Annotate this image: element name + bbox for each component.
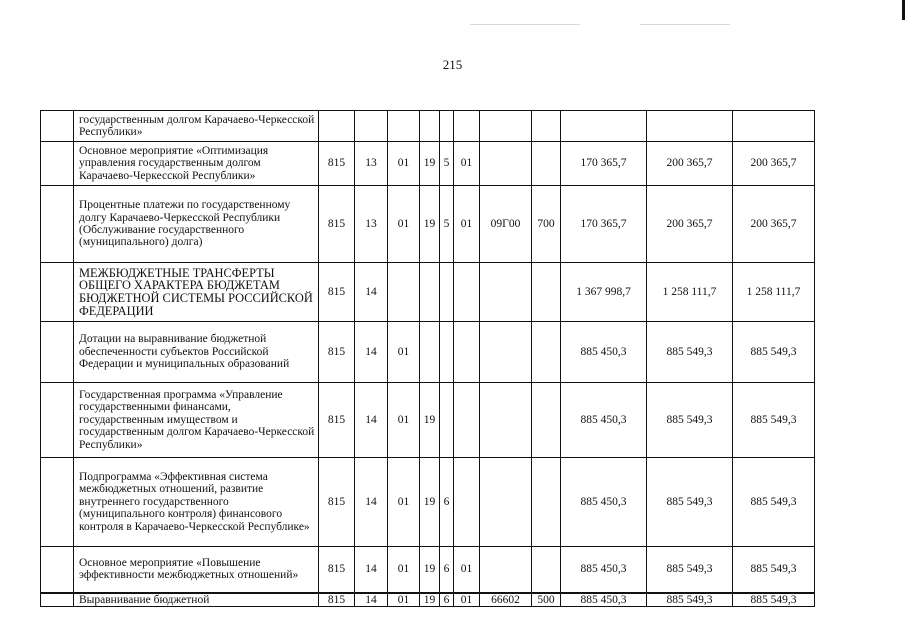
measure-code: 01 — [454, 547, 480, 593]
subsection-code: 01 — [388, 186, 420, 263]
ministry-code: 815 — [319, 593, 355, 607]
table-row — [41, 593, 815, 607]
amount-2: 1 258 111,7 — [647, 263, 733, 322]
direction-code — [480, 458, 532, 547]
section-code — [355, 111, 388, 142]
expense-type-code: 500 — [532, 593, 561, 607]
table-row — [41, 186, 815, 263]
amount-2: 885 549,3 — [647, 383, 733, 458]
subsection-code: 01 — [388, 458, 420, 547]
program-code: 19 — [420, 186, 440, 263]
section-code: 14 — [355, 263, 388, 322]
row-name: Основное мероприятие «Оптимизация управления государственным долгом Карачаево-Черкесской Республики» — [74, 142, 319, 186]
subprogram-code — [440, 111, 454, 142]
ministry-code: 815 — [319, 383, 355, 458]
blank-cell — [41, 547, 74, 593]
amount-3: 885 549,3 — [733, 458, 815, 547]
table-row — [41, 263, 815, 322]
measure-code — [454, 111, 480, 142]
program-code: 19 — [420, 593, 440, 607]
amount-2: 885 549,3 — [647, 322, 733, 383]
blank-cell — [41, 111, 74, 142]
ministry-code: 815 — [319, 458, 355, 547]
table-row — [41, 547, 815, 593]
blank-cell — [41, 593, 74, 607]
row-name: Процентные платежи по государственному долгу Карачаево-Черкесской Республики (Обслуживание государственного (муниципального) долга) — [74, 186, 319, 263]
expense-type-code — [532, 263, 561, 322]
amount-1: 885 450,3 — [561, 458, 647, 547]
blank-cell — [41, 263, 74, 322]
subprogram-code: 6 — [440, 547, 454, 593]
row-name: Выравнивание бюджетной — [74, 593, 319, 607]
subprogram-code — [440, 263, 454, 322]
subprogram-code: 5 — [440, 186, 454, 263]
blank-cell — [41, 142, 74, 186]
amount-2: 885 549,3 — [647, 458, 733, 547]
section-code: 14 — [355, 593, 388, 607]
measure-code — [454, 383, 480, 458]
amount-2: 885 549,3 — [647, 547, 733, 593]
amount-2: 200 365,7 — [647, 186, 733, 263]
measure-code: 01 — [454, 186, 480, 263]
amount-1: 885 450,3 — [561, 383, 647, 458]
expense-type-code: 700 — [532, 186, 561, 263]
ministry-code — [319, 111, 355, 142]
program-code: 19 — [420, 547, 440, 593]
subsection-code — [388, 263, 420, 322]
row-name: МЕЖБЮДЖЕТНЫЕ ТРАНСФЕРТЫ ОБЩЕГО ХАРАКТЕРА БЮДЖЕТАМ БЮДЖЕТНОЙ СИСТЕМЫ РОССИЙСКОЙ ФЕДЕРАЦИИ — [74, 263, 319, 322]
amount-2: 200 365,7 — [647, 142, 733, 186]
ministry-code: 815 — [319, 186, 355, 263]
program-code — [420, 322, 440, 383]
expense-type-code — [532, 322, 561, 383]
amount-3: 885 549,3 — [733, 383, 815, 458]
direction-code — [480, 322, 532, 383]
table-row — [41, 383, 815, 458]
subsection-code: 01 — [388, 383, 420, 458]
blank-cell — [41, 186, 74, 263]
table-row — [41, 322, 815, 383]
amount-2 — [647, 111, 733, 142]
subsection-code: 01 — [388, 593, 420, 607]
blank-cell — [41, 383, 74, 458]
row-name: Государственная программа «Управление государственными финансами, государственным имуществом и государственным долгом Карачаево-Черкесской Республики» — [74, 383, 319, 458]
section-code: 14 — [355, 383, 388, 458]
subprogram-code: 5 — [440, 142, 454, 186]
expense-type-code — [532, 142, 561, 186]
direction-code: 09Г00 — [480, 186, 532, 263]
direction-code: 66602 — [480, 593, 532, 607]
direction-code — [480, 263, 532, 322]
direction-code — [480, 547, 532, 593]
expense-type-code — [532, 111, 561, 142]
amount-1: 1 367 998,7 — [561, 263, 647, 322]
amount-3: 885 549,3 — [733, 547, 815, 593]
page-number: 215 — [442, 57, 463, 72]
ministry-code: 815 — [319, 322, 355, 383]
expense-type-code — [532, 383, 561, 458]
row-name: Дотации на выравнивание бюджетной обеспеченности субъектов Российской Федерации и муниципальных образований — [74, 322, 319, 383]
program-code — [420, 263, 440, 322]
amount-1: 885 450,3 — [561, 593, 647, 607]
subprogram-code: 6 — [440, 458, 454, 547]
amount-1 — [561, 111, 647, 142]
measure-code — [454, 458, 480, 547]
amount-1: 170 365,7 — [561, 142, 647, 186]
amount-3: 885 549,3 — [733, 593, 815, 607]
row-name: Основное мероприятие «Повышение эффективности межбюджетных отношений» — [74, 547, 319, 593]
section-code: 14 — [355, 547, 388, 593]
ministry-code: 815 — [319, 547, 355, 593]
amount-1: 885 450,3 — [561, 322, 647, 383]
subprogram-code — [440, 322, 454, 383]
blank-cell — [41, 322, 74, 383]
amount-3 — [733, 111, 815, 142]
amount-3: 200 365,7 — [733, 142, 815, 186]
subsection-code — [388, 111, 420, 142]
table-row — [41, 142, 815, 186]
program-code: 19 — [420, 458, 440, 547]
subprogram-code: 6 — [440, 593, 454, 607]
section-code: 13 — [355, 142, 388, 186]
measure-code — [454, 263, 480, 322]
amount-2: 885 549,3 — [647, 593, 733, 607]
amount-1: 170 365,7 — [561, 186, 647, 263]
ministry-code: 815 — [319, 142, 355, 186]
subsection-code: 01 — [388, 547, 420, 593]
expense-type-code — [532, 547, 561, 593]
subsection-code: 01 — [388, 142, 420, 186]
table-row — [41, 458, 815, 547]
subprogram-code — [440, 383, 454, 458]
budget-table — [40, 110, 815, 607]
amount-3: 200 365,7 — [733, 186, 815, 263]
measure-code: 01 — [454, 142, 480, 186]
amount-1: 885 450,3 — [561, 547, 647, 593]
table-row — [41, 111, 815, 142]
blank-cell — [41, 458, 74, 547]
measure-code — [454, 322, 480, 383]
section-code: 14 — [355, 322, 388, 383]
direction-code — [480, 383, 532, 458]
section-code: 14 — [355, 458, 388, 547]
scan-artifact-line — [470, 24, 580, 25]
amount-3: 1 258 111,7 — [733, 263, 815, 322]
scan-artifact-line — [640, 24, 730, 25]
direction-code — [480, 111, 532, 142]
row-name: государственным долгом Карачаево-Черкесской Республики» — [74, 111, 319, 142]
subsection-code: 01 — [388, 322, 420, 383]
measure-code: 01 — [454, 593, 480, 607]
ministry-code: 815 — [319, 263, 355, 322]
amount-3: 885 549,3 — [733, 322, 815, 383]
expense-type-code — [532, 458, 561, 547]
section-code: 13 — [355, 186, 388, 263]
program-code: 19 — [420, 142, 440, 186]
program-code — [420, 111, 440, 142]
direction-code — [480, 142, 532, 186]
program-code: 19 — [420, 383, 440, 458]
row-name: Подпрограмма «Эффективная система межбюджетных отношений, развитие внутреннего государственного (муниципального контроля) финансового контроля в Карачаево-Черкесской Республике» — [74, 458, 319, 547]
